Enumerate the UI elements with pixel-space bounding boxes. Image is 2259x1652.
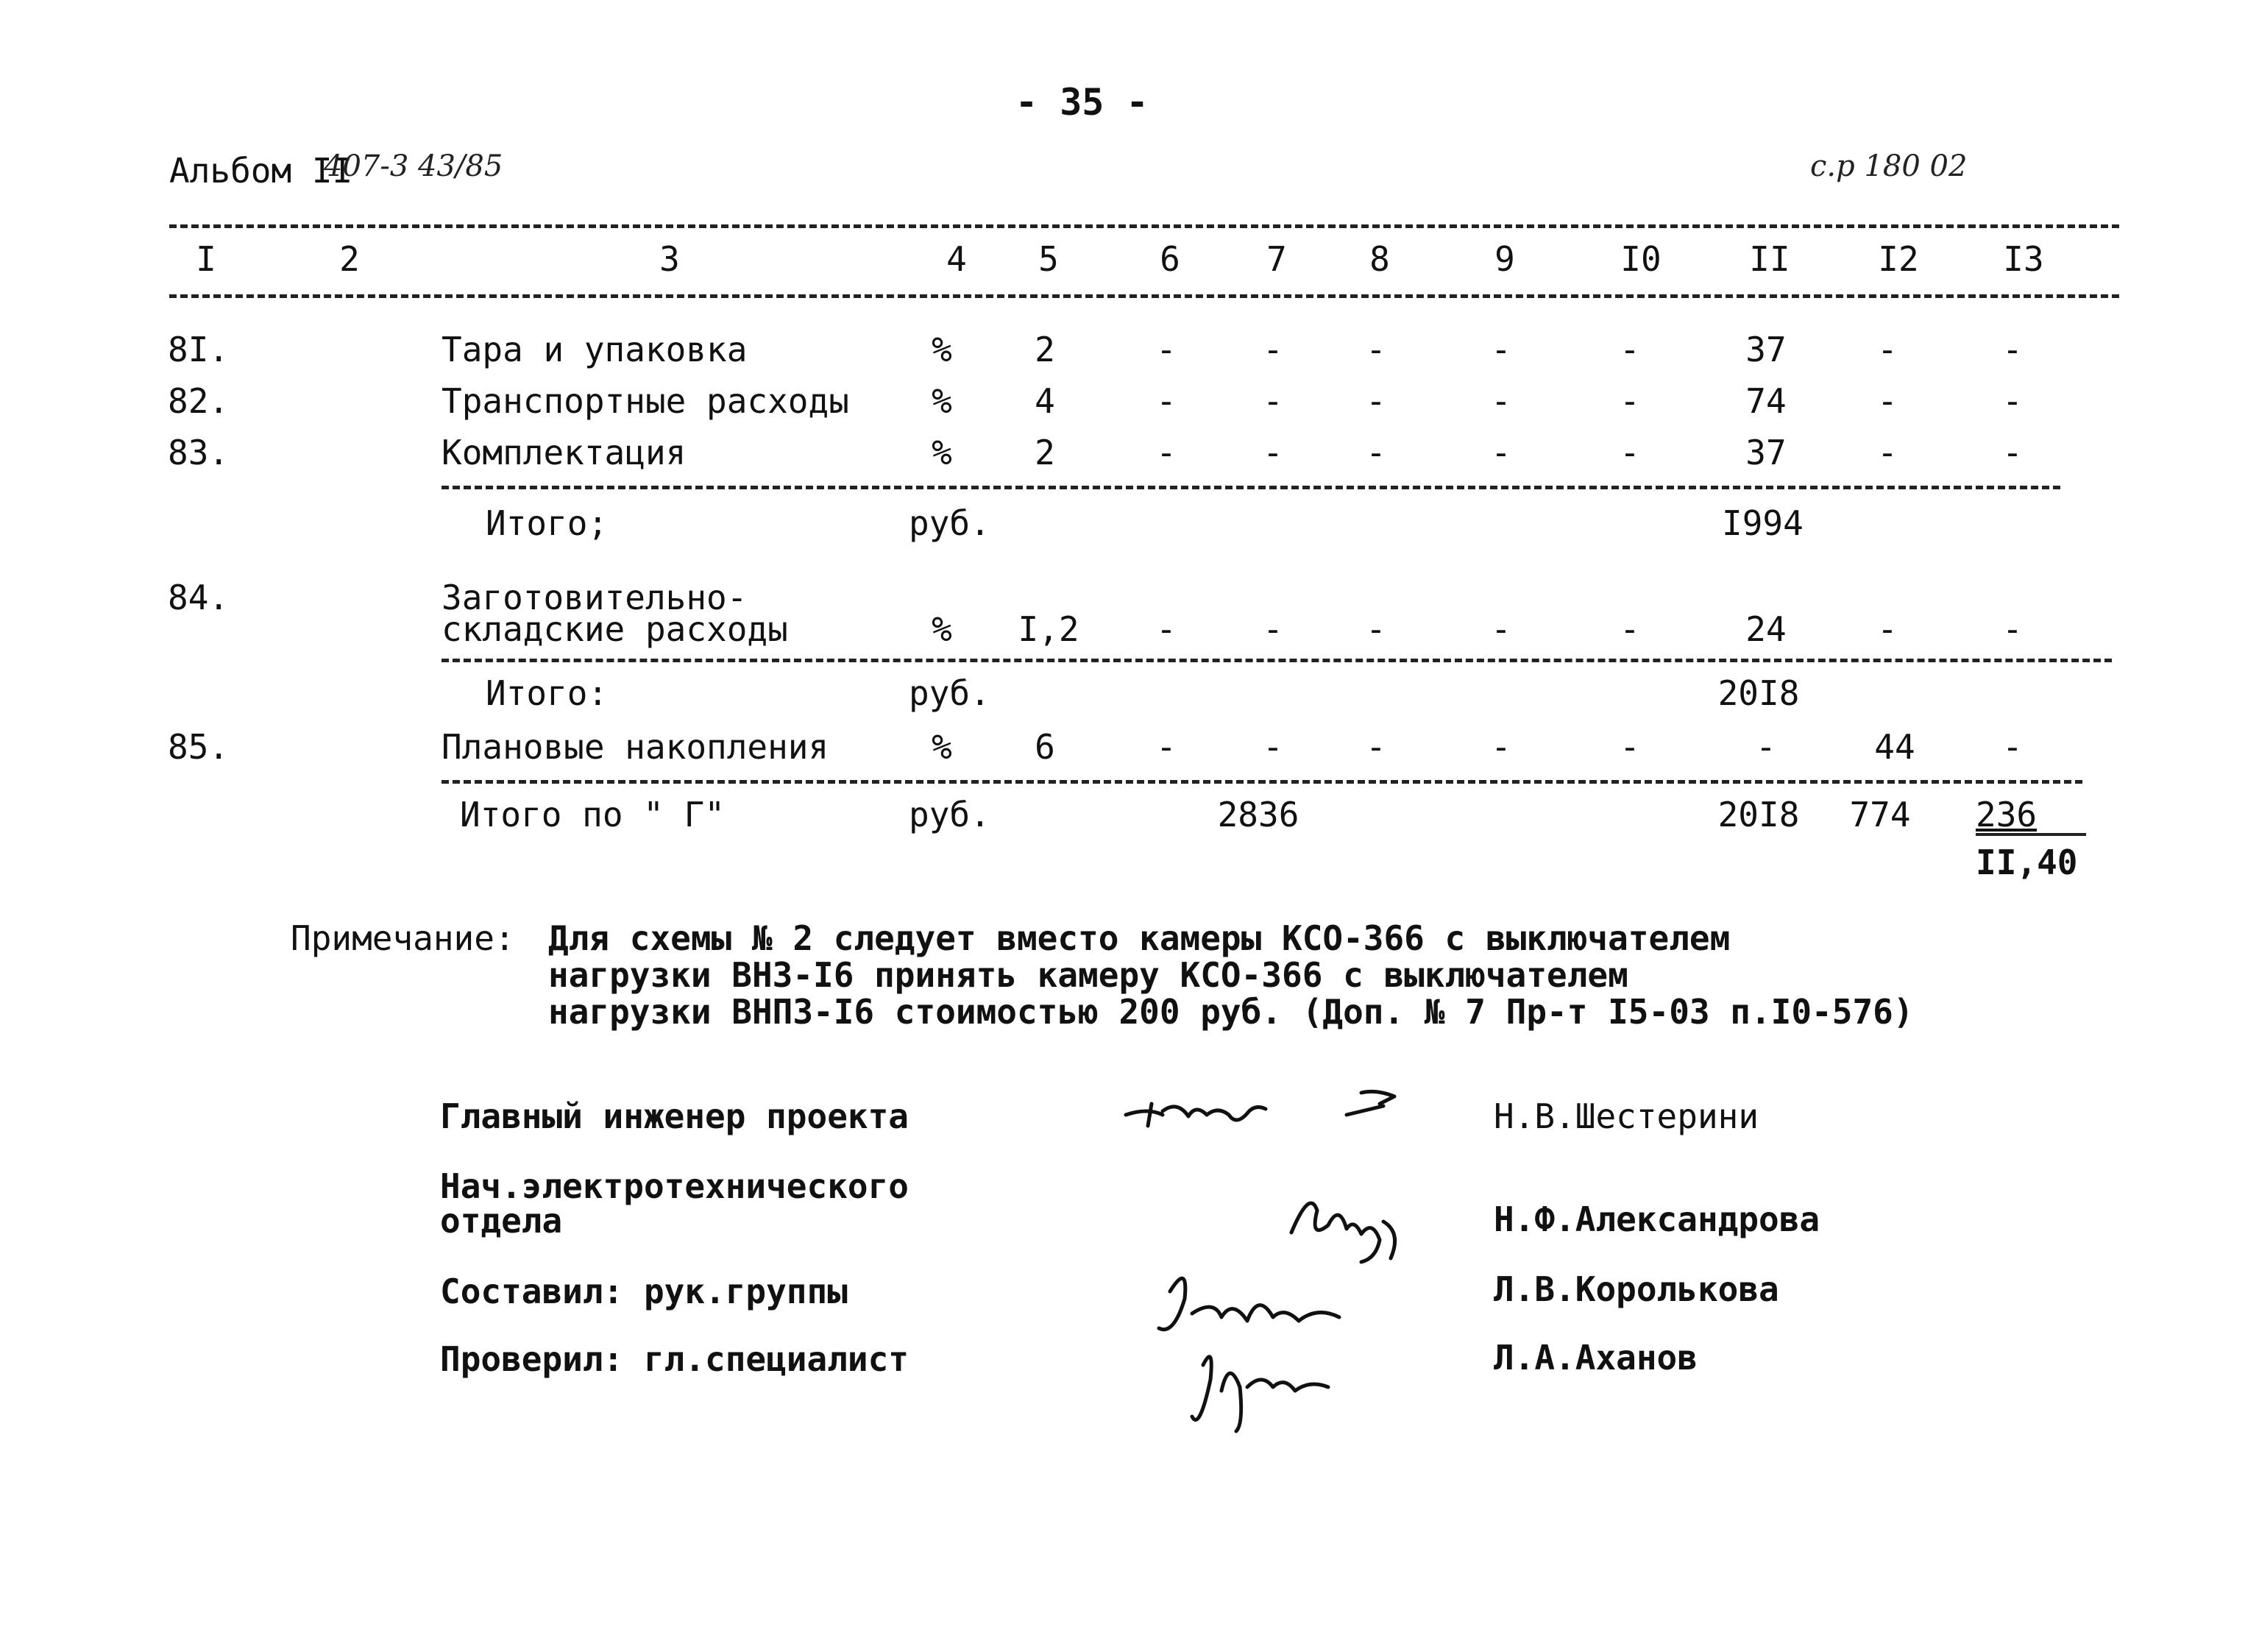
row-unit: % xyxy=(932,433,952,472)
cell-5: 6 xyxy=(1035,727,1055,767)
total-c12: 774 xyxy=(1849,795,1911,834)
cell-11: - xyxy=(1756,727,1776,767)
subtotal-c11: 20I8 xyxy=(1717,673,1800,713)
total-fraction-line xyxy=(1976,833,2086,836)
signature-role: Проверил: гл.специалист xyxy=(440,1339,909,1379)
cell-9: - xyxy=(1491,433,1511,472)
cell-13: - xyxy=(2002,727,2023,767)
col-10: I0 xyxy=(1620,239,1662,279)
header-rule-top xyxy=(169,224,2119,228)
note-line-2: нагрузки ВНЗ-I6 принять камеру КСО-366 с выключателем xyxy=(548,955,1628,995)
signature-role-line1: Нач.электротехнического xyxy=(440,1166,909,1206)
col-2: 2 xyxy=(339,239,360,279)
total-c13: 236 xyxy=(1976,795,2038,834)
total-unit: руб. xyxy=(909,795,990,834)
col-6: 6 xyxy=(1160,239,1180,279)
row-name: Плановые накопления xyxy=(441,727,829,767)
col-7: 7 xyxy=(1266,239,1287,279)
total-label: Итого по " Г" xyxy=(460,795,726,834)
row-rule xyxy=(441,780,2082,784)
col-12: I2 xyxy=(1878,239,1919,279)
row-rule xyxy=(441,659,2112,662)
row-unit: % xyxy=(932,330,952,369)
cell-7: - xyxy=(1263,609,1283,649)
cell-5: 4 xyxy=(1035,381,1055,421)
cell-10: - xyxy=(1620,381,1640,421)
right-code: с.р 180 02 xyxy=(1810,149,1968,183)
col-11: II xyxy=(1749,239,1790,279)
cell-12: - xyxy=(1877,381,1898,421)
total-c7: 2836 xyxy=(1217,795,1299,834)
row-number: 85. xyxy=(168,727,230,767)
subtotal-label: Итого; xyxy=(486,503,609,543)
cell-9: - xyxy=(1491,727,1511,767)
signature-name: Л.А.Аханов xyxy=(1494,1338,1698,1378)
cell-7: - xyxy=(1263,381,1283,421)
cell-10: - xyxy=(1620,727,1640,767)
album-label: Альбом II xyxy=(169,151,353,191)
col-4: 4 xyxy=(946,239,967,279)
row-number: 8I. xyxy=(168,330,230,369)
subtotal-c11: I994 xyxy=(1722,503,1804,543)
cell-7: - xyxy=(1263,330,1283,369)
cell-6: - xyxy=(1156,433,1177,472)
cell-12: 44 xyxy=(1874,727,1915,767)
cell-12: - xyxy=(1877,609,1898,649)
col-9: 9 xyxy=(1494,239,1515,279)
note-label: Примечание: xyxy=(291,918,515,958)
row-name-line1: Заготовительно- xyxy=(441,578,748,617)
row-name: Транспортные расходы xyxy=(441,381,849,421)
cell-12: - xyxy=(1877,433,1898,472)
col-8: 8 xyxy=(1369,239,1390,279)
cell-7: - xyxy=(1263,433,1283,472)
cell-7: - xyxy=(1263,727,1283,767)
total-c11: 20I8 xyxy=(1717,795,1800,834)
cell-10: - xyxy=(1620,433,1640,472)
cell-5: 2 xyxy=(1035,433,1055,472)
row-number: 84. xyxy=(168,578,230,617)
note-line-1: Для схемы № 2 следует вместо камеры КСО-366 с выключателем xyxy=(548,918,1731,958)
cell-11: 74 xyxy=(1745,381,1787,421)
cell-6: - xyxy=(1156,727,1177,767)
album-code: 407-3 43/85 xyxy=(324,149,503,183)
row-name-line2: складские расходы xyxy=(441,609,788,649)
cell-9: - xyxy=(1491,381,1511,421)
cell-13: - xyxy=(2002,433,2023,472)
row-number: 83. xyxy=(168,433,230,472)
cell-11: 37 xyxy=(1745,433,1787,472)
col-13: I3 xyxy=(2003,239,2044,279)
cell-8: - xyxy=(1366,609,1386,649)
cell-5: 2 xyxy=(1035,330,1055,369)
cell-8: - xyxy=(1366,381,1386,421)
row-unit: % xyxy=(932,727,952,767)
subtotal-unit: руб. xyxy=(909,673,990,713)
page-number: - 35 - xyxy=(1015,81,1149,124)
total-c13-below: II,40 xyxy=(1976,843,2078,882)
cell-6: - xyxy=(1156,381,1177,421)
cell-9: - xyxy=(1491,330,1511,369)
row-number: 82. xyxy=(168,381,230,421)
cell-13: - xyxy=(2002,330,2023,369)
signature-role-line2: отдела xyxy=(440,1201,563,1241)
cell-10: - xyxy=(1620,609,1640,649)
cell-5: I,2 xyxy=(1018,609,1079,649)
cell-8: - xyxy=(1366,330,1386,369)
cell-6: - xyxy=(1156,330,1177,369)
signature-name: Н.Ф.Александрова xyxy=(1494,1199,1820,1239)
signature-role: Главный инженер проекта xyxy=(440,1096,909,1136)
signature-role: Составил: рук.группы xyxy=(440,1272,848,1311)
cell-12: - xyxy=(1877,330,1898,369)
row-unit: % xyxy=(932,609,952,649)
row-unit: % xyxy=(932,381,952,421)
cell-13: - xyxy=(2002,381,2023,421)
handwritten-signatures xyxy=(1118,1063,1501,1475)
note-line-3: нагрузки ВНПЗ-I6 стоимостью 200 руб. (Доп. № 7 Пр-т I5-03 п.I0-576) xyxy=(548,992,1914,1032)
cell-6: - xyxy=(1156,609,1177,649)
col-1: I xyxy=(196,239,216,279)
col-5: 5 xyxy=(1038,239,1059,279)
cell-13: - xyxy=(2002,609,2023,649)
header-rule-bottom xyxy=(169,294,2119,298)
signature-name: Н.В.Шестерини xyxy=(1494,1096,1759,1136)
cell-8: - xyxy=(1366,727,1386,767)
cell-8: - xyxy=(1366,433,1386,472)
col-3: 3 xyxy=(659,239,680,279)
signature-name: Л.В.Королькова xyxy=(1494,1269,1779,1309)
row-rule xyxy=(441,486,2060,489)
subtotal-label: Итого: xyxy=(486,673,609,713)
cell-11: 24 xyxy=(1745,609,1787,649)
subtotal-unit: руб. xyxy=(909,503,990,543)
row-name: Комплектация xyxy=(441,433,687,472)
cell-11: 37 xyxy=(1745,330,1787,369)
cell-10: - xyxy=(1620,330,1640,369)
row-name: Тара и упаковка xyxy=(441,330,748,369)
cell-9: - xyxy=(1491,609,1511,649)
